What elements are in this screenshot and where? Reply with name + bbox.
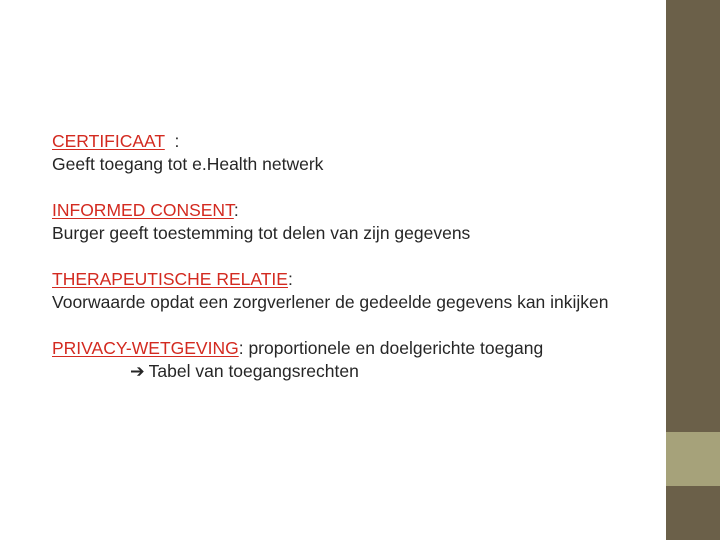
term-description: Geeft toegang tot e.Health netwerk	[52, 154, 324, 174]
sidebar-accent-block	[666, 432, 720, 486]
list-item-certificaat	[52, 130, 652, 176]
list-item-therapeutische-relatie	[52, 268, 652, 314]
item-heading	[52, 130, 652, 153]
list-item-informed-consent	[52, 199, 652, 245]
item-heading	[52, 337, 652, 360]
term-colon: :	[164, 131, 180, 151]
term-label: CERTIFICAAT	[52, 131, 165, 151]
item-heading	[52, 199, 652, 222]
term-inline-text: proportionele en doelgerichte toegang	[243, 338, 544, 358]
term-label: PRIVACY-WETGEVING	[52, 338, 239, 358]
sub-line	[52, 360, 652, 384]
item-heading	[52, 268, 652, 291]
list-item-privacy-wetgeving	[52, 337, 652, 384]
term-colon: :	[287, 269, 293, 289]
term-description: Burger geeft toestemming tot delen van zijn gegevens	[52, 223, 471, 243]
term-label: INFORMED CONSENT	[52, 200, 234, 220]
term-colon: :	[238, 338, 244, 358]
term-description: Voorwaarde opdat een zorgverlener de gedeelde gegevens kan inkijken	[52, 292, 609, 312]
sub-text: Tabel van toegangsrechten	[148, 361, 359, 381]
term-colon: :	[233, 200, 239, 220]
term-label: THERAPEUTISCHE RELATIE	[52, 269, 288, 289]
slide-content	[52, 130, 652, 407]
right-arrow-icon: ➔	[130, 362, 145, 382]
